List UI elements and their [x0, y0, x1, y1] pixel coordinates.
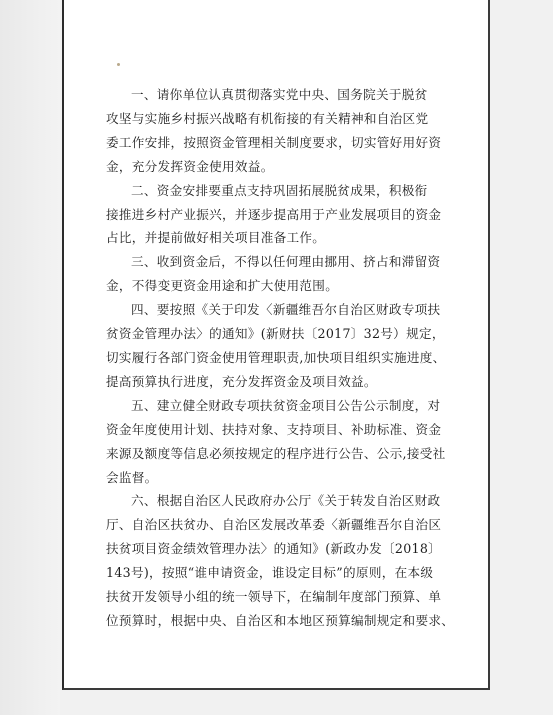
text-line: 攻坚与实施乡村振兴战略有机衔接的有关精神和自治区党: [106, 110, 429, 126]
scan-background: [0, 0, 60, 715]
text-line: 三、收到资金后，不得以任何理由挪用、挤占和滞留资: [131, 254, 441, 270]
document-body: [106, 83, 486, 633]
paragraph-4: [106, 298, 486, 394]
text-line: 来源及额度等信息必须按规定的程序进行公告、公示,接受社: [106, 445, 446, 461]
text-line: 会监督。: [106, 469, 158, 485]
text-line: 贫资金管理办法〉的通知》(新财扶〔2017〕32号）规定，: [106, 326, 445, 342]
scan-speck: [117, 63, 120, 66]
text-line: 占比，并提前做好相关项目准备工作。: [106, 230, 326, 246]
text-line: 六、根据自治区人民政府办公厅《关于转发自治区财政: [131, 493, 441, 509]
text-line: 位预算时，根据中央、自治区和本地区预算编制规定和要求、: [106, 612, 455, 628]
paragraph-5: [106, 394, 486, 490]
document-page: [62, 0, 490, 690]
text-line: 金，不得变更资金用途和扩大使用范围。: [106, 278, 339, 294]
paragraph-2: [106, 179, 486, 251]
text-line: 接推进乡村产业振兴，并逐步提高用于产业发展项目的资金: [106, 206, 442, 222]
text-line: 委工作安排，按照资金管理相关制度要求，切实管好用好资: [106, 134, 442, 150]
text-line: 切实履行各部门资金使用管理职责,加快项目组织实施进度、: [106, 349, 446, 365]
text-line: 扶贫项目资金绩效管理办法〉的通知》(新政办发〔2018〕: [106, 541, 442, 557]
text-line: 143号)，按照“谁申请资金，谁设定目标”的原则，在本级: [106, 565, 434, 581]
text-line: 扶贫开发领导小组的统一领导下，在编制年度部门预算、单: [106, 589, 442, 605]
text-line: 五、建立健全财政专项扶贫资金项目公告公示制度，对: [131, 397, 441, 413]
paragraph-3: [106, 250, 486, 298]
text-line: 一、请你单位认真贯彻落实党中央、国务院关于脱贫: [131, 87, 428, 102]
text-line: 二、资金安排要重点支持巩固拓展脱贫成果，积极衔: [131, 182, 428, 198]
paragraph-6: [106, 489, 486, 632]
text-line: 资金年度使用计划、扶持对象、支持项目、补助标准、资金: [106, 421, 442, 437]
text-line: 金，充分发挥资金使用效益。: [106, 158, 274, 174]
text-line: 厅、自治区扶贫办、自治区发展改革委〈新疆维吾尔自治区: [106, 517, 442, 533]
paragraph-1: [106, 83, 486, 179]
text-line: 四、要按照《关于印发〈新疆维吾尔自治区财政专项扶: [131, 302, 441, 318]
text-line: 提高预算执行进度，充分发挥资金及项目效益。: [106, 373, 377, 389]
